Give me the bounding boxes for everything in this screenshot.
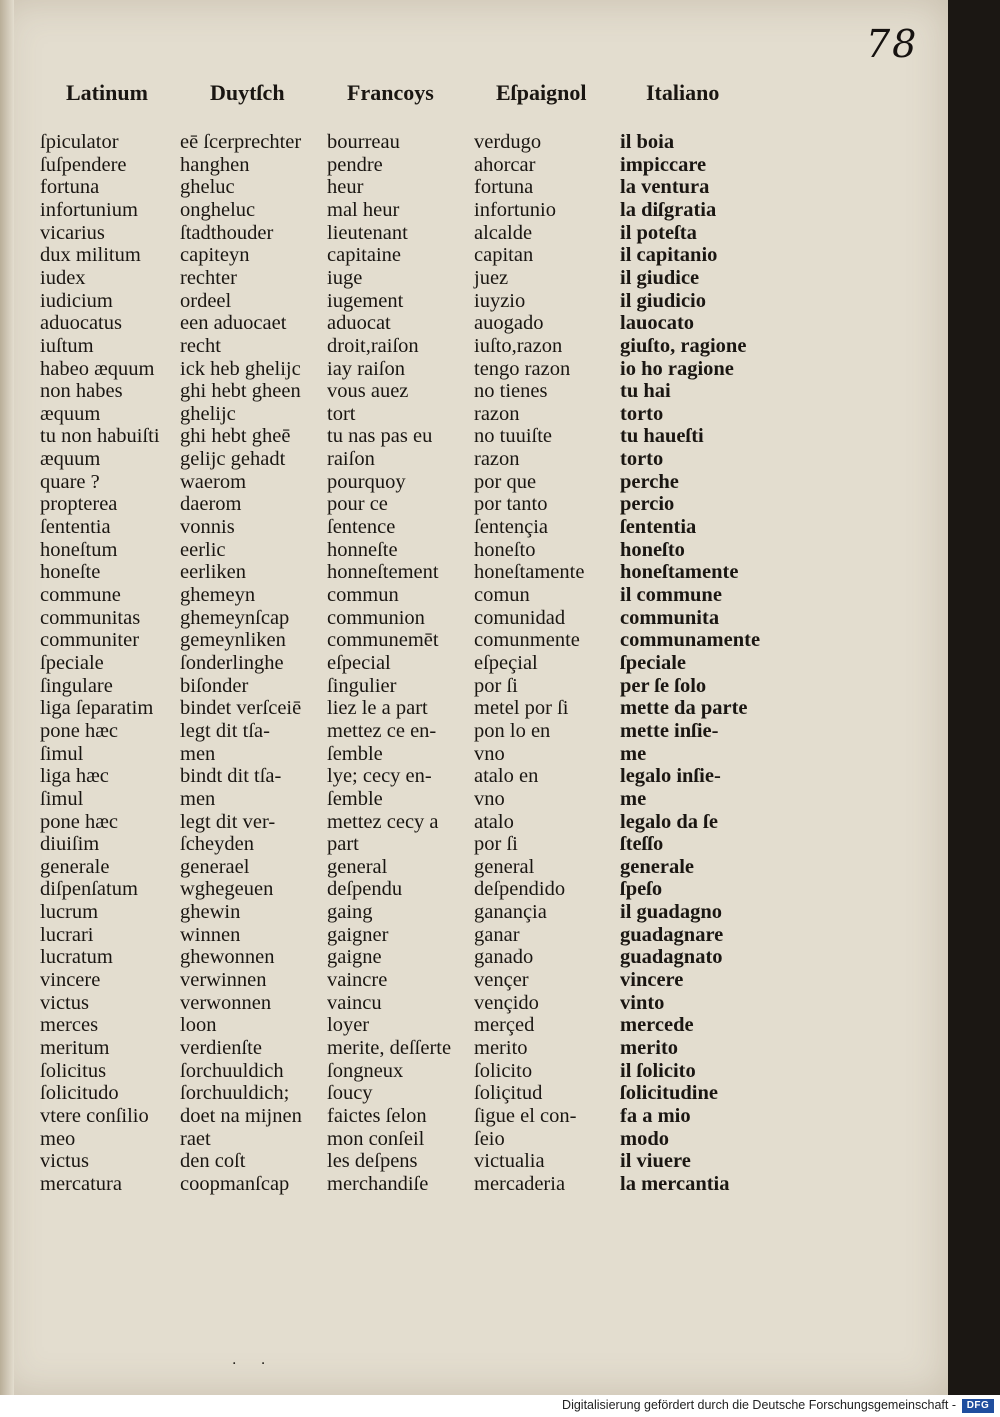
word-du: gheluc: [180, 176, 235, 199]
word-du: verwinnen: [180, 969, 267, 992]
word-du: ſtadthouder: [180, 221, 274, 244]
word-es: metel por ſi: [474, 697, 569, 720]
word-la: pone hæc: [40, 719, 118, 742]
word-fr: eſpecial: [327, 651, 391, 674]
word-it: la ventura: [620, 176, 710, 199]
word-es: juez: [474, 266, 509, 289]
word-fr: deſpendu: [327, 878, 403, 901]
word-it: la diſgratia: [620, 198, 717, 221]
word-es: ſolicito: [474, 1059, 533, 1082]
word-fr: commun: [327, 584, 399, 606]
word-du: ghemeyn: [180, 584, 256, 606]
word-la: ſpeciale: [40, 651, 104, 674]
word-fr: tu nas pas eu: [327, 425, 433, 448]
word-la: propterea: [40, 493, 118, 516]
word-la: mercatura: [40, 1172, 122, 1195]
word-la: ſingulare: [40, 674, 113, 697]
word-du: waerom: [180, 470, 247, 493]
word-it: la mercantia: [620, 1172, 730, 1195]
word-la: diſpenſatum: [40, 878, 138, 901]
word-la: ſuſpendere: [40, 153, 127, 176]
word-it: merito: [620, 1037, 679, 1059]
word-it: il commune: [620, 584, 722, 606]
column-header-latin: Latinum: [66, 80, 148, 105]
word-fr: communemēt: [327, 629, 439, 652]
word-la: merces: [40, 1014, 99, 1037]
word-it: mette inſie-: [620, 719, 719, 742]
folio-number: 78: [866, 22, 919, 66]
word-es: infortunio: [474, 198, 556, 221]
word-la: pone hæc: [40, 810, 118, 833]
word-la: lucratum: [40, 946, 113, 969]
word-du: gelijc gehadt: [180, 448, 286, 471]
page-edge: [0, 0, 14, 1395]
word-du: capiteyn: [180, 244, 250, 267]
word-es: deſpendido: [474, 878, 566, 901]
word-la: communiter: [40, 629, 140, 652]
word-es: vno: [474, 742, 505, 765]
word-la: meo: [40, 1127, 76, 1150]
word-fr: ſingulier: [327, 674, 397, 697]
word-fr: les deſpens: [327, 1150, 418, 1173]
word-la: habeo æquum: [40, 357, 155, 380]
word-du: legt dit ver-: [180, 810, 276, 833]
digitization-footer: [0, 1395, 1000, 1417]
word-fr: part: [327, 833, 359, 856]
word-la: ſententia: [40, 516, 111, 539]
word-la: meritum: [40, 1037, 110, 1059]
word-du: ſcheyden: [180, 833, 254, 856]
word-fr: honneſtement: [327, 561, 439, 584]
word-du: winnen: [180, 923, 241, 946]
word-du: gemeynliken: [180, 629, 286, 652]
word-la: tu non habuiſti: [40, 425, 160, 448]
word-fr: heur: [327, 176, 364, 199]
word-es: victualia: [474, 1150, 545, 1173]
word-du: ſorchuuldich;: [180, 1082, 290, 1105]
word-la: dux militum: [40, 244, 141, 267]
word-du: verwonnen: [180, 991, 272, 1014]
word-es: honeſto: [474, 538, 536, 561]
word-du: ſorchuuldich: [180, 1059, 284, 1082]
word-fr: lieutenant: [327, 221, 408, 244]
column-header-french: Francoys: [347, 80, 434, 105]
word-fr: pourquoy: [327, 470, 406, 493]
word-it: il guadagno: [620, 901, 722, 924]
word-fr: ſoucy: [327, 1082, 373, 1105]
word-it: communita: [620, 606, 720, 629]
word-la: fortuna: [40, 176, 100, 199]
word-du: men: [180, 742, 216, 765]
word-es: tengo razon: [474, 357, 571, 380]
word-es: ganar: [474, 923, 520, 946]
word-fr: vaincu: [327, 991, 382, 1014]
word-du: verdienſte: [180, 1037, 262, 1059]
word-it: per ſe ſolo: [620, 674, 707, 697]
word-es: ſoliçitud: [474, 1082, 543, 1105]
word-es: merito: [474, 1037, 528, 1059]
word-du: ſonderlinghe: [180, 651, 284, 674]
word-it: il poteſta: [620, 221, 697, 244]
word-es: no tuuiſte: [474, 425, 553, 448]
word-du: ghemeynſcap: [180, 606, 290, 629]
dfg-logo: DFG: [962, 1399, 994, 1413]
word-du: recht: [180, 334, 221, 357]
word-it: fa a mio: [620, 1104, 691, 1127]
word-it: guadagnato: [620, 946, 723, 969]
word-fr: aduocat: [327, 312, 391, 335]
word-du: eerliken: [180, 561, 247, 584]
word-it: il viuere: [620, 1150, 691, 1173]
word-es: vençer: [474, 969, 529, 992]
word-fr: faictes ſelon: [327, 1104, 427, 1127]
column-header-dutch: Duytſch: [210, 80, 285, 105]
word-du: biſonder: [180, 674, 249, 697]
word-it: ſpeſo: [620, 878, 663, 901]
word-fr: gaing: [327, 901, 373, 924]
word-du: ghewonnen: [180, 946, 275, 969]
word-la: non habes: [40, 380, 123, 403]
word-fr: capitaine: [327, 244, 401, 267]
word-du: wghegeuen: [180, 878, 274, 901]
word-es: pon lo en: [474, 719, 551, 742]
word-es: vno: [474, 787, 505, 810]
word-du: bindet verſceiē: [180, 697, 302, 720]
word-la: communitas: [40, 606, 141, 629]
word-es: iuyzio: [474, 289, 526, 312]
word-it: il capitanio: [620, 244, 718, 267]
word-fr: iuge: [327, 266, 363, 289]
word-it: mette da parte: [620, 697, 748, 720]
word-es: por ſi: [474, 674, 518, 697]
word-la: honeſte: [40, 561, 101, 584]
word-la: ſimul: [40, 742, 84, 765]
word-it: il giudice: [620, 266, 700, 289]
word-es: ahorcar: [474, 153, 536, 176]
word-du: eē ſcerprechter: [180, 131, 302, 153]
word-du: bindt dit tſa-: [180, 765, 282, 788]
word-es: ſeio: [474, 1127, 505, 1150]
word-du: doet na mijnen: [180, 1104, 302, 1127]
word-es: por que: [474, 470, 537, 493]
word-fr: gaigne: [327, 946, 382, 969]
word-fr: loyer: [327, 1014, 370, 1037]
word-it: me: [620, 787, 647, 810]
word-la: diuiſim: [40, 833, 100, 856]
word-du: generael: [180, 855, 250, 878]
word-it: torto: [620, 448, 664, 471]
word-la: ſpiculator: [40, 131, 119, 153]
word-es: vençido: [474, 991, 539, 1014]
word-la: aduocatus: [40, 312, 122, 335]
word-la: iudicium: [40, 289, 113, 312]
word-du: ghi hebt gheen: [180, 380, 301, 403]
word-it: modo: [620, 1127, 669, 1150]
word-du: ordeel: [180, 289, 232, 312]
word-it: ſententia: [620, 516, 697, 539]
word-la: infortunium: [40, 198, 138, 221]
word-fr: tort: [327, 402, 356, 425]
word-la: ſolicitudo: [40, 1082, 119, 1105]
word-it: lauocato: [620, 312, 695, 335]
word-fr: mettez ce en-: [327, 719, 437, 742]
word-fr: lye; cecy en-: [327, 765, 432, 788]
word-la: quare ?: [40, 470, 100, 493]
word-es: ganançia: [474, 901, 547, 924]
word-fr: honneſte: [327, 538, 398, 561]
word-la: iuſtum: [40, 334, 94, 357]
word-it: legalo inſie-: [620, 765, 721, 788]
word-fr: pendre: [327, 153, 383, 176]
word-du: legt dit tſa-: [180, 719, 270, 742]
word-es: eſpeçial: [474, 651, 538, 674]
word-es: comun: [474, 584, 530, 606]
word-du: ghi hebt gheē: [180, 425, 291, 448]
word-it: legalo da ſe: [620, 810, 718, 833]
word-du: eerlic: [180, 538, 226, 561]
word-it: communamente: [620, 629, 761, 652]
word-fr: vous auez: [327, 380, 409, 403]
word-fr: mettez cecy a: [327, 810, 439, 833]
word-it: io ho ragione: [620, 357, 734, 380]
word-fr: communion: [327, 606, 425, 629]
word-fr: pour ce: [327, 493, 388, 516]
word-la: honeſtum: [40, 538, 118, 561]
word-du: rechter: [180, 266, 237, 289]
word-it: ſpeciale: [620, 651, 687, 674]
word-la: vicarius: [40, 221, 105, 244]
word-it: mercede: [620, 1014, 694, 1037]
word-la: liga ſeparatim: [40, 697, 154, 720]
word-it: percio: [620, 493, 675, 516]
word-fr: general: [327, 855, 388, 878]
word-fr: gaigner: [327, 923, 389, 946]
word-es: no tienes: [474, 380, 548, 403]
word-la: ſimul: [40, 787, 84, 810]
word-es: ſigue el con-: [474, 1104, 577, 1127]
word-la: vincere: [40, 969, 101, 992]
word-la: liga hæc: [40, 765, 109, 788]
word-la: lucrum: [40, 901, 99, 924]
word-es: general: [474, 855, 535, 878]
word-fr: mon conſeil: [327, 1127, 425, 1150]
word-it: il boia: [620, 131, 675, 153]
word-la: victus: [40, 1150, 89, 1173]
word-it: il giudicio: [620, 289, 707, 312]
word-it: tu hai: [620, 380, 671, 403]
word-du: ghewin: [180, 901, 241, 924]
word-la: æquum: [40, 448, 101, 471]
word-du: vonnis: [180, 516, 235, 539]
word-it: perche: [620, 470, 679, 493]
word-du: een aduocaet: [180, 312, 287, 335]
word-it: il ſolicito: [620, 1059, 696, 1082]
word-la: victus: [40, 991, 89, 1014]
column-header-italian: Italiano: [646, 80, 720, 105]
word-es: mercaderia: [474, 1172, 566, 1195]
word-du: raet: [180, 1127, 211, 1150]
word-fr: merite, deſſerte: [327, 1037, 452, 1059]
word-fr: raiſon: [327, 448, 375, 471]
word-fr: ſentence: [327, 516, 396, 539]
word-es: merçed: [474, 1014, 535, 1037]
word-du: coopmanſcap: [180, 1172, 290, 1195]
word-it: impiccare: [620, 153, 707, 176]
word-es: atalo: [474, 810, 514, 833]
word-it: vinto: [620, 991, 665, 1014]
word-du: den coſt: [180, 1150, 246, 1173]
word-es: verdugo: [474, 131, 542, 153]
word-fr: liez le a part: [327, 697, 428, 720]
word-du: men: [180, 787, 216, 810]
word-it: honeſtamente: [620, 561, 739, 584]
word-fr: droit,raiſon: [327, 334, 419, 357]
word-fr: vaincre: [327, 969, 388, 992]
word-es: ſentençia: [474, 516, 548, 539]
footer-credit: Digitalisierung gefördert durch die Deutsche Forschungsgemeinschaft -: [562, 1398, 956, 1412]
column-header-spanish: Eſpaignol: [496, 80, 587, 105]
word-es: alcalde: [474, 221, 533, 244]
word-it: torto: [620, 402, 664, 425]
word-it: vincere: [620, 969, 684, 992]
word-fr: ſongneux: [327, 1059, 404, 1082]
word-it: giuſto, ragione: [620, 334, 747, 357]
word-fr: ſemble: [327, 787, 383, 810]
word-fr: bourreau: [327, 131, 400, 153]
word-es: razon: [474, 448, 520, 471]
word-it: honeſto: [620, 538, 685, 561]
word-it: generale: [620, 855, 694, 878]
word-la: vtere conſilio: [40, 1104, 149, 1127]
word-fr: merchandiſe: [327, 1172, 429, 1195]
word-es: fortuna: [474, 176, 534, 199]
word-es: auogado: [474, 312, 544, 335]
word-fr: iay raiſon: [327, 357, 405, 380]
word-it: ſteſſo: [620, 833, 664, 856]
word-es: iuſto,razon: [474, 334, 563, 357]
word-du: hanghen: [180, 153, 250, 176]
word-la: commune: [40, 584, 121, 606]
word-du: ick heb ghelijc: [180, 357, 301, 380]
word-es: por ſi: [474, 833, 518, 856]
word-fr: mal heur: [327, 198, 400, 221]
word-du: loon: [180, 1014, 217, 1037]
word-fr: iugement: [327, 289, 404, 312]
ink-specks: · ·: [232, 1356, 276, 1372]
word-it: guadagnare: [620, 923, 724, 946]
word-la: ſolicitus: [40, 1059, 107, 1082]
word-es: capitan: [474, 244, 534, 267]
word-es: ganado: [474, 946, 534, 969]
word-es: razon: [474, 402, 520, 425]
word-la: lucrari: [40, 923, 94, 946]
word-es: honeſtamente: [474, 561, 585, 584]
word-fr: ſemble: [327, 742, 383, 765]
word-it: tu haueſti: [620, 425, 704, 448]
word-la: generale: [40, 855, 110, 878]
word-it: ſolicitudine: [620, 1082, 718, 1105]
word-du: ongheluc: [180, 198, 256, 221]
word-du: daerom: [180, 493, 242, 516]
word-es: comunidad: [474, 606, 566, 629]
word-es: comunmente: [474, 629, 580, 652]
word-la: æquum: [40, 402, 101, 425]
word-it: me: [620, 742, 647, 765]
word-es: atalo en: [474, 765, 539, 788]
word-du: ghelijc: [180, 402, 236, 425]
word-es: por tanto: [474, 493, 548, 516]
word-la: iudex: [40, 266, 86, 289]
